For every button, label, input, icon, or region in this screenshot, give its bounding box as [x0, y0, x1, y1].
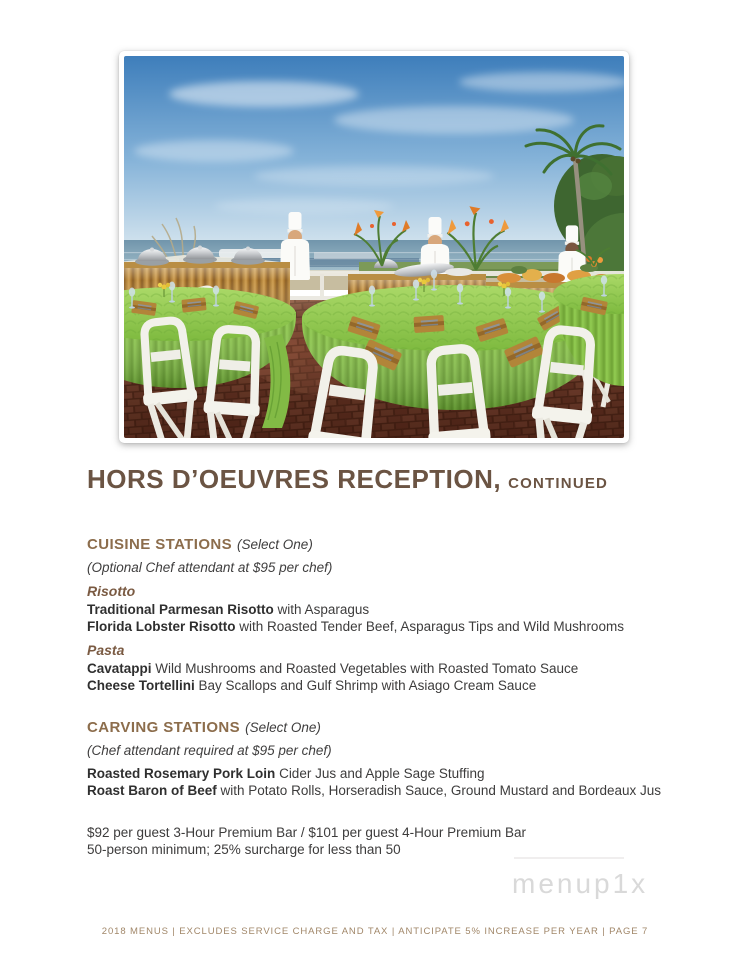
- menu-item-name: Roast Baron of Beef: [87, 782, 217, 798]
- menu-item: [87, 766, 673, 783]
- menu-item: [87, 661, 673, 678]
- carving-select-note: (Select One): [245, 720, 321, 735]
- menu-item: [87, 783, 673, 800]
- menu-item: [87, 678, 673, 695]
- menu-item-name: Cheese Tortellini: [87, 677, 195, 693]
- category-label-risotto: Risotto: [87, 583, 136, 599]
- carving-attendant-note: (Chef attendant required at $95 per chef): [87, 743, 332, 758]
- bar-pricing-line: $92 per guest 3-Hour Premium Bar / $101 per guest 4-Hour Premium Bar: [87, 825, 526, 840]
- carving-section-heading: [87, 719, 673, 737]
- menu-item: [87, 602, 673, 619]
- minimum-line: 50-person minimum; 25% surcharge for less than 50: [87, 841, 401, 857]
- page-title-continued: CONTINUED: [508, 475, 609, 492]
- category-label-pasta: Pasta: [87, 642, 125, 658]
- pricing-section: [87, 825, 673, 858]
- menu-item-desc: with Roasted Tender Beef, Asparagus Tips and Wild Mushrooms: [235, 618, 624, 634]
- cuisine-stations-section: [87, 536, 673, 694]
- menu-item-name: Florida Lobster Risotto: [87, 618, 236, 634]
- page-footer: 2018 MENUS | EXCLUDES SERVICE CHARGE AND TAX | ANTICIPATE 5% INCREASE PER YEAR | PAGE 7: [101, 926, 649, 937]
- catering-photo: [119, 51, 629, 443]
- menu-item-name: Cavatappi: [87, 661, 152, 676]
- carving-heading-label: CARVING STATIONS: [87, 719, 241, 736]
- menu-item-desc: with Asparagus: [273, 602, 370, 617]
- cuisine-section-heading: [87, 536, 673, 554]
- menu-item-desc: with Potato Rolls, Horseradish Sauce, Ground Mustard and Bordeaux Jus: [216, 782, 662, 798]
- menu-item: [87, 619, 673, 636]
- watermark-divider: [514, 857, 624, 859]
- menu-item-name: Traditional Parmesan Risotto: [87, 602, 274, 617]
- page-title-main: HORS D’OEUVRES RECEPTION,: [87, 464, 502, 494]
- menu-item-desc: Bay Scallops and Gulf Shrimp with Asiago Cream Sauce: [194, 677, 537, 693]
- menu-item-desc: Wild Mushrooms and Roasted Vegetables with Roasted Tomato Sauce: [151, 661, 579, 676]
- catering-photo-art: [124, 56, 624, 438]
- cuisine-heading-label: CUISINE STATIONS: [87, 536, 233, 553]
- menu-item-name: Roasted Rosemary Pork Loin: [87, 766, 276, 781]
- menupix-watermark: menup1x: [512, 868, 649, 899]
- menu-item-desc: Cider Jus and Apple Sage Stuffing: [275, 766, 485, 781]
- cuisine-select-note: (Select One): [237, 537, 313, 552]
- cuisine-attendant-note: (Optional Chef attendant at $95 per chef): [87, 560, 333, 575]
- carving-stations-section: [87, 719, 673, 799]
- menu-content: [87, 464, 673, 858]
- page-title: [87, 464, 673, 499]
